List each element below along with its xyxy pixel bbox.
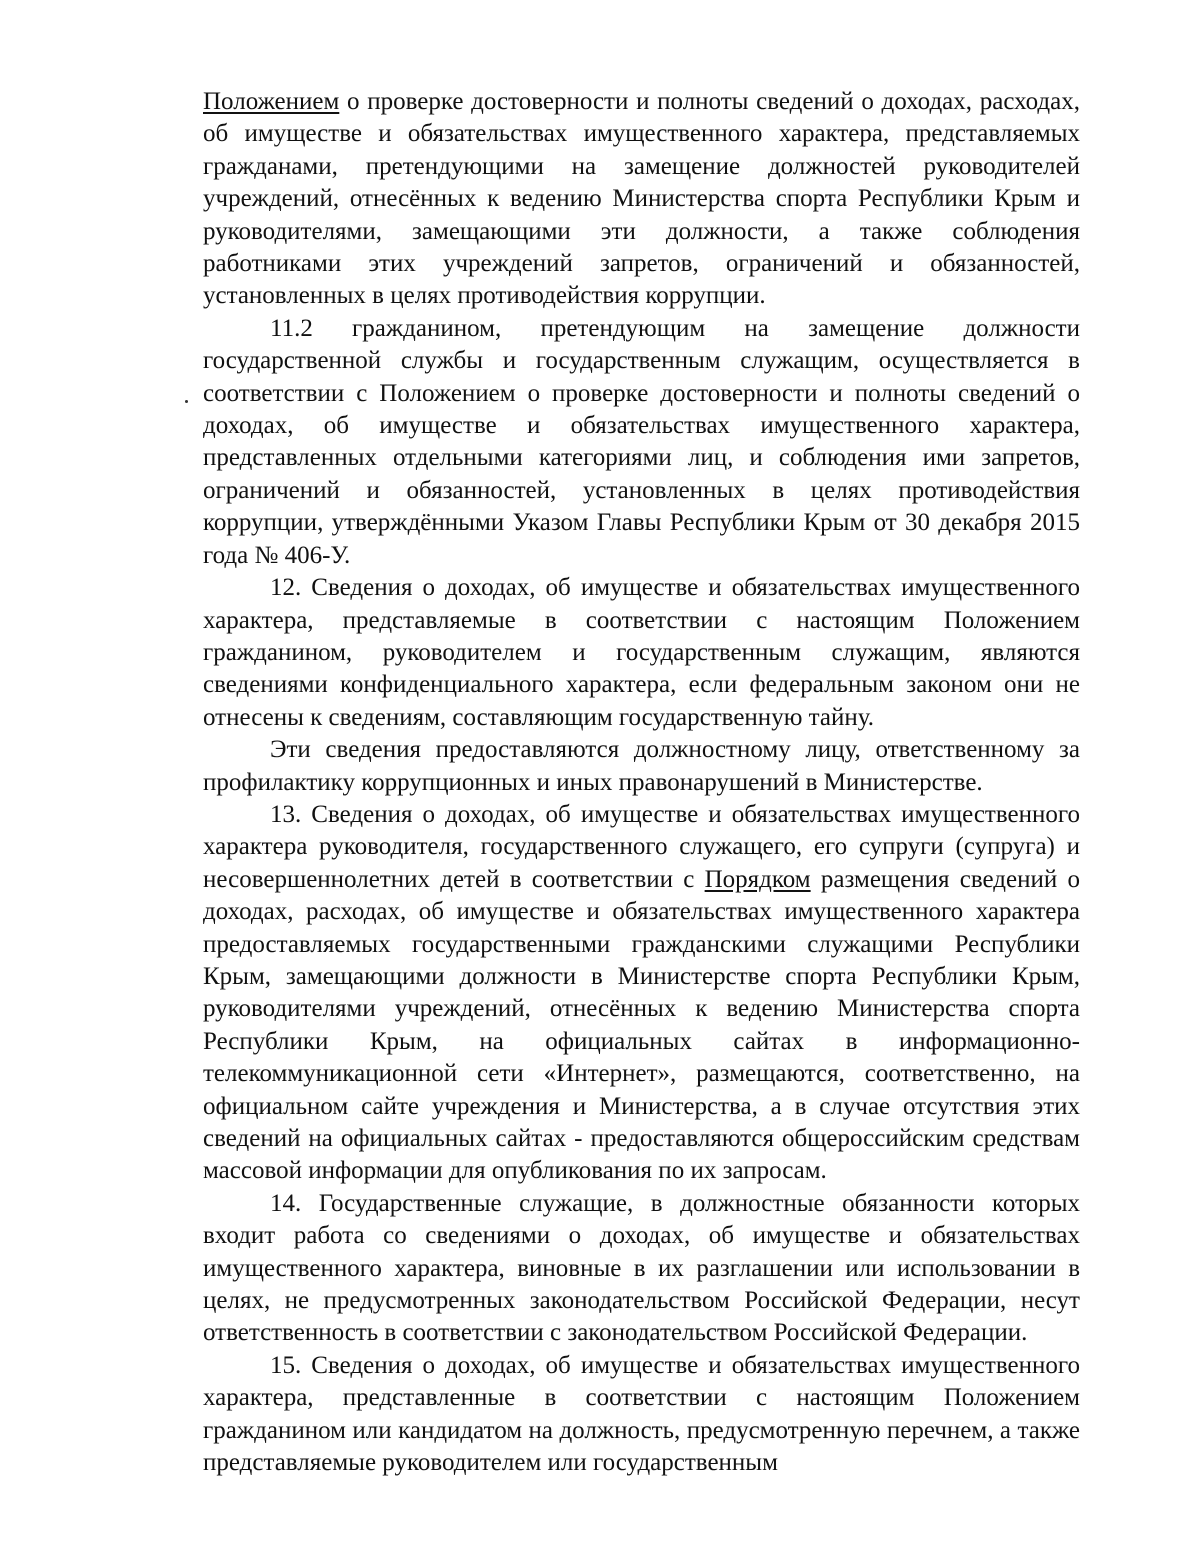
poryadkom-link: Порядком xyxy=(704,865,811,893)
paragraph-11-2: 11.2 гражданином, претендующим на замещение должности государственной службы и государственным служащим, осуществляется в соответствии с Положением о проверке достоверности и полноты сведений о доходах, об имуществе и обязательствах имущественного характера, представленных отдельными категориями лиц, и соблюдения ими запретов, ограничений и обязанностей, установленных в целях противодействия коррупции, утверждёнными Указом Главы Республики Крым от 30 декабря 2015 года № 406-У. xyxy=(203,314,1080,569)
paragraph-13 xyxy=(203,799,1080,1188)
paragraph-15: 15. Сведения о доходах, об имуществе и обязательствах имущественного характера, представленные в соответствии с настоящим Положением гражданином или кандидатом на должность, предусмотренную перечнем, а также представляемые руководителем или государственным xyxy=(203,1351,1080,1477)
paragraph-14: 14. Государственные служащие, в должностные обязанности которых входит работа со сведениями о доходах, об имуществе и обязательствах имущественного характера, виновные в их разглашении или использовании в целях, не предусмотренных законодательством Российской Федерации, несут ответственность в соответствии с законодательством Российской Федерации. xyxy=(203,1189,1080,1347)
scan-artifact-dot xyxy=(185,400,188,403)
polozheniem-link: Положением xyxy=(203,88,340,115)
document-page xyxy=(203,86,1080,1479)
paragraph-13-text-after: размещения сведений о доходах, расходах, об имуществе и обязательствах имущественного характера предоставляемых государственными гражданскими служащими Республики Крым, замещающими должности в Министерстве спорта Республики Крым, руководителями учреждений, отнесённых к ведению Министерства спорта Республики Крым, на официальных сайтах в информационно-телекоммуникационной сети «Интернет», размещаются, соответственно, на официальном сайте учреждения и Министерства, а в случае отсутствия этих сведений на официальных сайтах - предоставляются общероссийским средствам массовой информации для опубликования по их запросам. xyxy=(203,865,1080,1185)
paragraph-continuation-text: о проверке достоверности и полноты сведений о доходах, расходах, об имуществе и обязательствах имущественного характера, представляемых гражданами, претендующими на замещение должностей руководителей учреждений, отнесённых к ведению Министерства спорта Республики Крым и руководителями, замещающими эти должности, а также соблюдения работниками этих учреждений запретов, ограничений и обязанностей, установленных в целях противодействия коррупции. xyxy=(203,88,1080,310)
paragraph-12-part-2: Эти сведения предоставляются должностному лицу, ответственному за профилактику коррупционных и иных правонарушений в Министерстве. xyxy=(203,736,1080,796)
paragraph-13-text-before: 13. Сведения о доходах, об имуществе и обязательствах имущественного характера руководителя, государственного служащего, его супруги (супруга) и несовершеннолетних детей в соответствии с xyxy=(203,800,1080,893)
paragraph-12: 12. Сведения о доходах, об имуществе и обязательствах имущественного характера, представляемые в соответствии с настоящим Положением гражданином, руководителем и государственным служащим, являются сведениями конфиденциального характера, если федеральным законом они не отнесены к сведениям, составляющим государственную тайну. xyxy=(203,574,1080,731)
paragraph-continuation xyxy=(203,86,1080,313)
